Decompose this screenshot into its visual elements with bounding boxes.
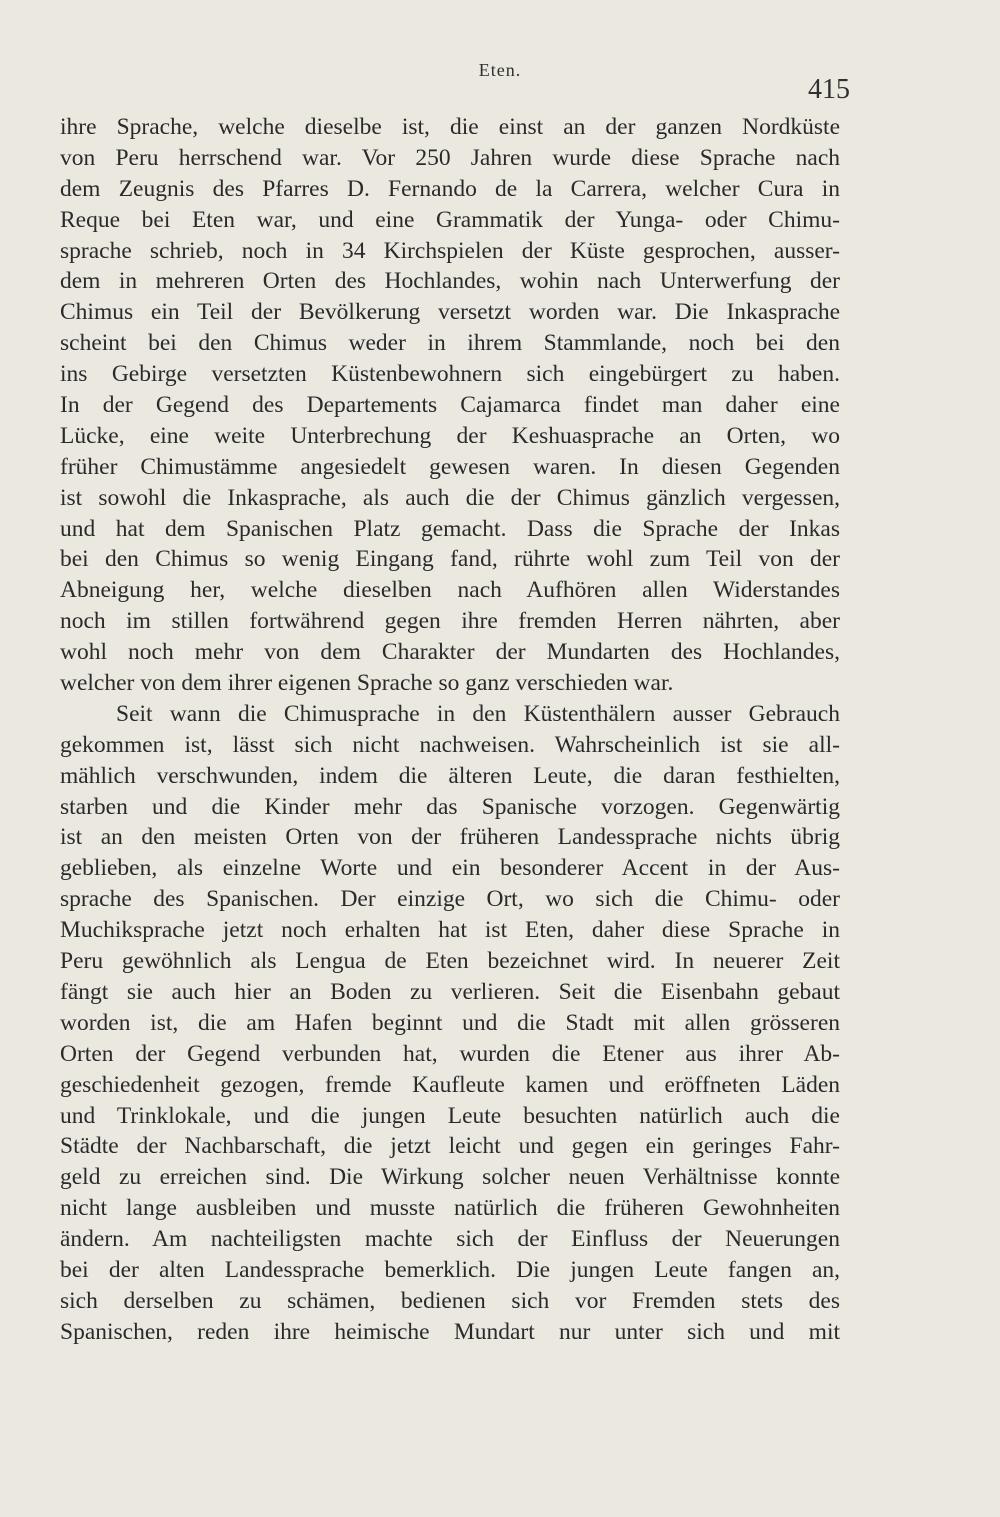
text-line: bei der alten Landessprache bemerklich. Die jungen Leute fangen an, — [60, 1256, 840, 1283]
text-line: geschiedenheit gezogen, fremde Kaufleute kamen und eröffneten Läden — [60, 1071, 840, 1098]
text-line: von Peru herrschend war. Vor 250 Jahren wurde diese Sprache nach — [60, 144, 840, 171]
text-line: Abneigung her, welche dieselben nach Aufhören allen Widerstandes — [60, 577, 840, 604]
text-line: In der Gegend des Departements Cajamarca findet man daher eine — [60, 392, 840, 419]
text-line: früher Chimustämme angesiedelt gewesen waren. In diesen Gegenden — [60, 453, 840, 480]
text-line: und Trinklokale, und die jungen Leute besuchten natürlich auch die — [60, 1102, 840, 1129]
text-line: bei den Chimus so wenig Eingang fand, rührte wohl zum Teil von der — [60, 546, 840, 573]
page-number: 415 — [808, 74, 850, 105]
text-line: Städte der Nachbarschaft, die jetzt leicht und gegen ein geringes Fahr- — [60, 1133, 840, 1160]
text-line: geld zu erreichen sind. Die Wirkung solcher neuen Verhältnisse konnte — [60, 1164, 840, 1191]
text-line: ändern. Am nachteiligsten machte sich der Einfluss der Neuerungen — [60, 1226, 840, 1253]
running-title: Eten. — [478, 60, 522, 80]
text-line: gekommen ist, lässt sich nicht nachweisen. Wahrscheinlich ist sie all- — [60, 731, 840, 758]
text-line: ist sowohl die Inkasprache, als auch die der Chimus gänzlich vergessen, — [60, 484, 840, 511]
text-line: sprache schrieb, noch in 34 Kirchspielen der Küste gesprochen, ausser- — [60, 237, 840, 264]
text-line: worden ist, die am Hafen beginnt und die Stadt mit allen grösseren — [60, 1009, 840, 1036]
text-line: sprache des Spanischen. Der einzige Ort, wo sich die Chimu- oder — [60, 886, 840, 913]
text-line: mählich verschwunden, indem die älteren Leute, die daran festhielten, — [60, 762, 840, 789]
text-line: Chimus ein Teil der Bevölkerung versetzt worden war. Die Inkasprache — [60, 299, 840, 326]
text-line: scheint bei den Chimus weder in ihrem Stammlande, noch bei den — [60, 330, 840, 357]
text-line: Spanischen, reden ihre heimische Mundart nur unter sich und mit — [60, 1318, 840, 1345]
text-line: ist an den meisten Orten von der früheren Landessprache nichts übrig — [60, 824, 840, 851]
paragraph-end-line: welcher von dem ihrer eigenen Sprache so ganz verschieden war. — [60, 670, 674, 697]
text-line: Reque bei Eten war, und eine Grammatik der Yunga- oder Chimu- — [60, 206, 840, 233]
text-line: ihre Sprache, welche dieselbe ist, die einst an der ganzen Nordküste — [60, 114, 840, 140]
text-line: noch im stillen fortwährend gegen ihre fremden Herren nährten, aber — [60, 608, 840, 635]
text-line: Peru gewöhnlich als Lengua de Eten bezeichnet wird. In neuerer Zeit — [60, 948, 840, 975]
text-line: starben und die Kinder mehr das Spanische vorzogen. Gegenwärtig — [60, 793, 840, 820]
text-line: geblieben, als einzelne Worte und ein besonderer Accent in der Aus- — [60, 855, 840, 882]
text-line: dem in mehreren Orten des Hochlandes, wohin nach Unterwerfung der — [60, 268, 840, 295]
text-line: Muchiksprache jetzt noch erhalten hat ist Eten, daher diese Sprache in — [60, 917, 840, 944]
text-line: fängt sie auch hier an Boden zu verlieren. Seit die Eisenbahn gebaut — [60, 978, 840, 1005]
text-line: dem Zeugnis des Pfarres D. Fernando de la Carrera, welcher Cura in — [60, 175, 840, 202]
body-text — [60, 112, 840, 1348]
text-line: ins Gebirge versetzten Küstenbewohnern sich eingebürgert zu haben. — [60, 361, 840, 388]
text-line: Orten der Gegend verbunden hat, wurden die Etener aus ihrer Ab- — [60, 1040, 840, 1067]
paragraph-start-line: Seit wann die Chimusprache in den Küstenthälern ausser Gebrauch — [116, 700, 840, 727]
text-line: nicht lange ausbleiben und musste natürlich die früheren Gewohnheiten — [60, 1195, 840, 1222]
text-line: und hat dem Spanischen Platz gemacht. Dass die Sprache der Inkas — [60, 515, 840, 542]
text-line: sich derselben zu schämen, bedienen sich vor Fremden stets des — [60, 1287, 840, 1314]
text-line: wohl noch mehr von dem Charakter der Mundarten des Hochlandes, — [60, 639, 840, 666]
text-line: Lücke, eine weite Unterbrechung der Keshuasprache an Orten, wo — [60, 422, 840, 449]
